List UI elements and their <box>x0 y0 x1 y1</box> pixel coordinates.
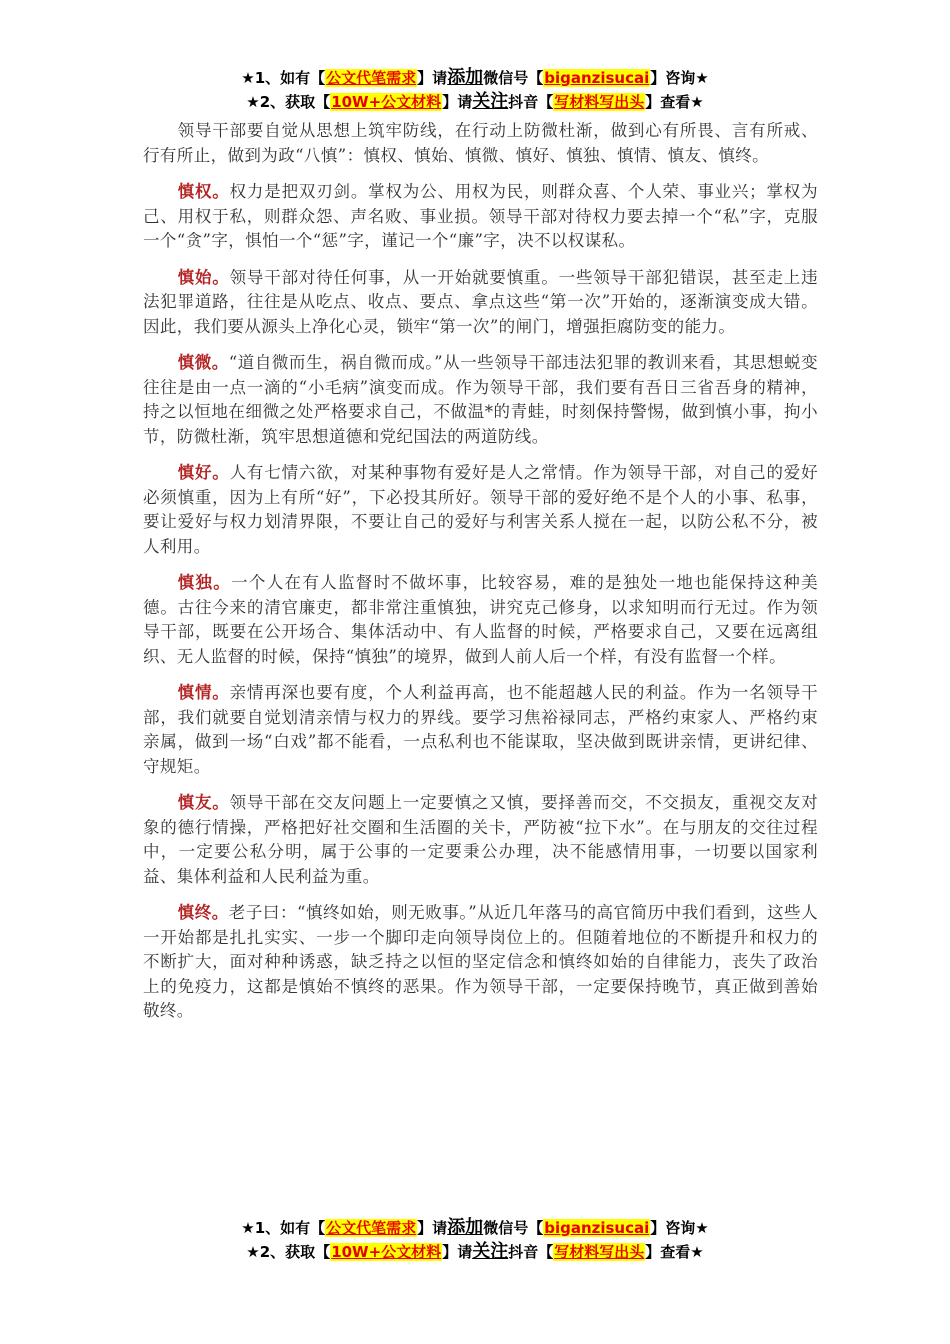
section-shenqing <box>143 681 818 779</box>
section-keyword: 慎微。 <box>177 353 229 372</box>
emphasis-text: 关注 <box>472 91 509 112</box>
emphasis-text: 关注 <box>472 1241 509 1262</box>
wechat-id: biganzisucai <box>544 69 650 87</box>
banner-text: 1、如有【 <box>254 1219 326 1237</box>
banner-text: 微信号【 <box>483 1219 544 1237</box>
section-keyword: 慎始。 <box>177 267 230 287</box>
materials-tag: 10W+公文材料 <box>331 93 442 111</box>
section-text: 领导干部对待任何事，从一开始就要慎重。一些领导干部犯错误，甚至走上违法犯罪道路，往往是从吃点、收点、要点、拿点这些“第一次”开始的，逐渐演变成大错。因此，我们要从源头上净化心灵，锁牢“第一次”的闸门，增强拒腐防变的能力。 <box>143 267 819 336</box>
banner-text: 】请 <box>417 1219 448 1237</box>
banner-text: 】咨询★ <box>650 1219 709 1237</box>
document-body <box>143 119 818 1036</box>
section-keyword: 慎权。 <box>177 182 230 201</box>
section-keyword: 慎独。 <box>177 573 232 592</box>
section-shenwei <box>143 351 818 449</box>
banner-text: 抖音【 <box>508 1243 554 1261</box>
banner-text: 1、如有【 <box>254 69 326 87</box>
banner-line-2 <box>0 90 950 114</box>
banner-text: 微信号【 <box>483 69 544 87</box>
star-icon: ★ <box>246 1243 260 1261</box>
service-tag: 公文代笔需求 <box>326 1219 417 1237</box>
banner-bottom <box>0 1216 950 1264</box>
banner-text: 2、获取【 <box>259 1243 331 1261</box>
section-text: 老子曰：“慎终如始，则无败事。”从近几年落马的高官简历中我们看到，这些人一开始都是扎扎实实、一步一个脚印走向领导岗位上的。但随着地位的不断提升和权力的不断扩大，面对种种诱惑，缺乏持之以恒的坚定信念和慎终如始的自律能力，丧失了政治上的免疫力，这都是慎始不慎终的恶果。作为领导干部，一定要保持晚节，真正做到善始敬终。 <box>143 903 818 1020</box>
banner-line-2 <box>0 1240 950 1264</box>
section-text: 亲情再深也要有度，个人利益再高，也不能超越人民的利益。作为一名领导干部，我们就要自觉划清亲情与权力的界线。要学习焦裕禄同志，严格约束家人、严格约束亲属，做到一场“白戏”都不能看，一点私利也不能谋取，坚决做到既讲亲情，更讲纪律、守规矩。 <box>143 683 819 776</box>
banner-text: 】请 <box>417 69 448 87</box>
banner-text: 】查看★ <box>645 1243 704 1261</box>
douyin-account: 写材料写出头 <box>554 93 645 111</box>
banner-text: 】请 <box>442 1243 473 1261</box>
wechat-id: biganzisucai <box>544 1219 650 1237</box>
emphasis-text: 添加 <box>447 67 484 88</box>
section-keyword: 慎情。 <box>177 683 230 702</box>
section-keyword: 慎终。 <box>177 903 229 922</box>
star-icon: ★ <box>241 1219 255 1237</box>
douyin-account: 写材料写出头 <box>554 1243 645 1261</box>
section-text: 权力是把双刃剑。掌权为公、用权为民，则群众喜、个人荣、事业兴；掌权为己、用权于私，则群众怨、声名败、事业损。领导干部对待权力要去掉一个“私”字，克服一个“贪”字，惧怕一个“惩”字，谨记一个“廉”字，决不以权谋私。 <box>143 182 819 250</box>
emphasis-text: 添加 <box>447 1217 484 1238</box>
intro-paragraph: 领导干部要自觉从思想上筑牢防线，在行动上防微杜渐，做到心有所畏、言有所戒、行有所止，做到为政“八慎”：慎权、慎始、慎微、慎好、慎独、慎情、慎友、慎终。 <box>143 121 818 165</box>
section-shenquan <box>143 180 818 254</box>
banner-text: 】请 <box>442 93 473 111</box>
section-text: 人有七情六欲，对某种事物有爱好是人之常情。作为领导干部，对自己的爱好必须慎重，因为上有所“好”，下必投其所好。领导干部的爱好绝不是个人的小事、私事，要让爱好与权力划清界限，不要让自己的爱好与利害关系人搅在一起，以防公私不分，被人利用。 <box>143 463 819 556</box>
section-shenhao <box>143 461 818 559</box>
banner-text: 】查看★ <box>645 93 704 111</box>
section-keyword: 慎友。 <box>177 793 230 812</box>
banner-top <box>0 66 950 114</box>
service-tag: 公文代笔需求 <box>326 69 417 87</box>
section-shenshi <box>143 266 818 340</box>
star-icon: ★ <box>241 69 255 87</box>
section-text: “道自微而生，祸自微而成。”从一些领导干部违法犯罪的教训来看，其思想蜕变往往是由一点一滴的“小毛病”演变而成。作为领导干部，我们要有吾日三省吾身的精神，持之以恒地在细微之处严格要求自己，不做温*的青蛙，时刻保持警惕，做到慎小事，拘小节，防微杜渐，筑牢思想道德和党纪国法的两道防线。 <box>143 353 818 446</box>
materials-tag: 10W+公文材料 <box>331 1243 442 1261</box>
section-text: 领导干部在交友问题上一定要慎之又慎，要择善而交，不交损友，重视交友对象的德行情操，严格把好社交圈和生活圈的关卡，严防被“拉下水”。在与朋友的交往过程中，一定要公私分明，属于公事的一定要秉公办理，决不能感情用事，一切要以国家利益、集体利益和人民利益为重。 <box>143 793 819 886</box>
star-icon: ★ <box>246 93 260 111</box>
section-shenyou <box>143 791 818 889</box>
banner-text: 】咨询★ <box>650 69 709 87</box>
banner-line-1 <box>0 1216 950 1240</box>
banner-text: 抖音【 <box>508 93 554 111</box>
banner-text: 2、获取【 <box>259 93 331 111</box>
banner-line-1 <box>0 66 950 90</box>
section-text: 一个人在有人监督时不做坏事，比较容易，难的是独处一地也能保持这种美德。古往今来的清官廉吏，都非常注重慎独，讲究克己修身，以求知明而行无过。作为领导干部，既要在公开场合、集体活动中、有人监督的时候，严格要求自己，又要在远离组织、无人监督的时候，保持“慎独”的境界，做到人前人后一个样，有没有监督一个样。 <box>143 573 819 666</box>
section-shenzhong <box>143 901 818 1024</box>
section-shendu <box>143 571 818 669</box>
section-keyword: 慎好。 <box>177 463 230 482</box>
